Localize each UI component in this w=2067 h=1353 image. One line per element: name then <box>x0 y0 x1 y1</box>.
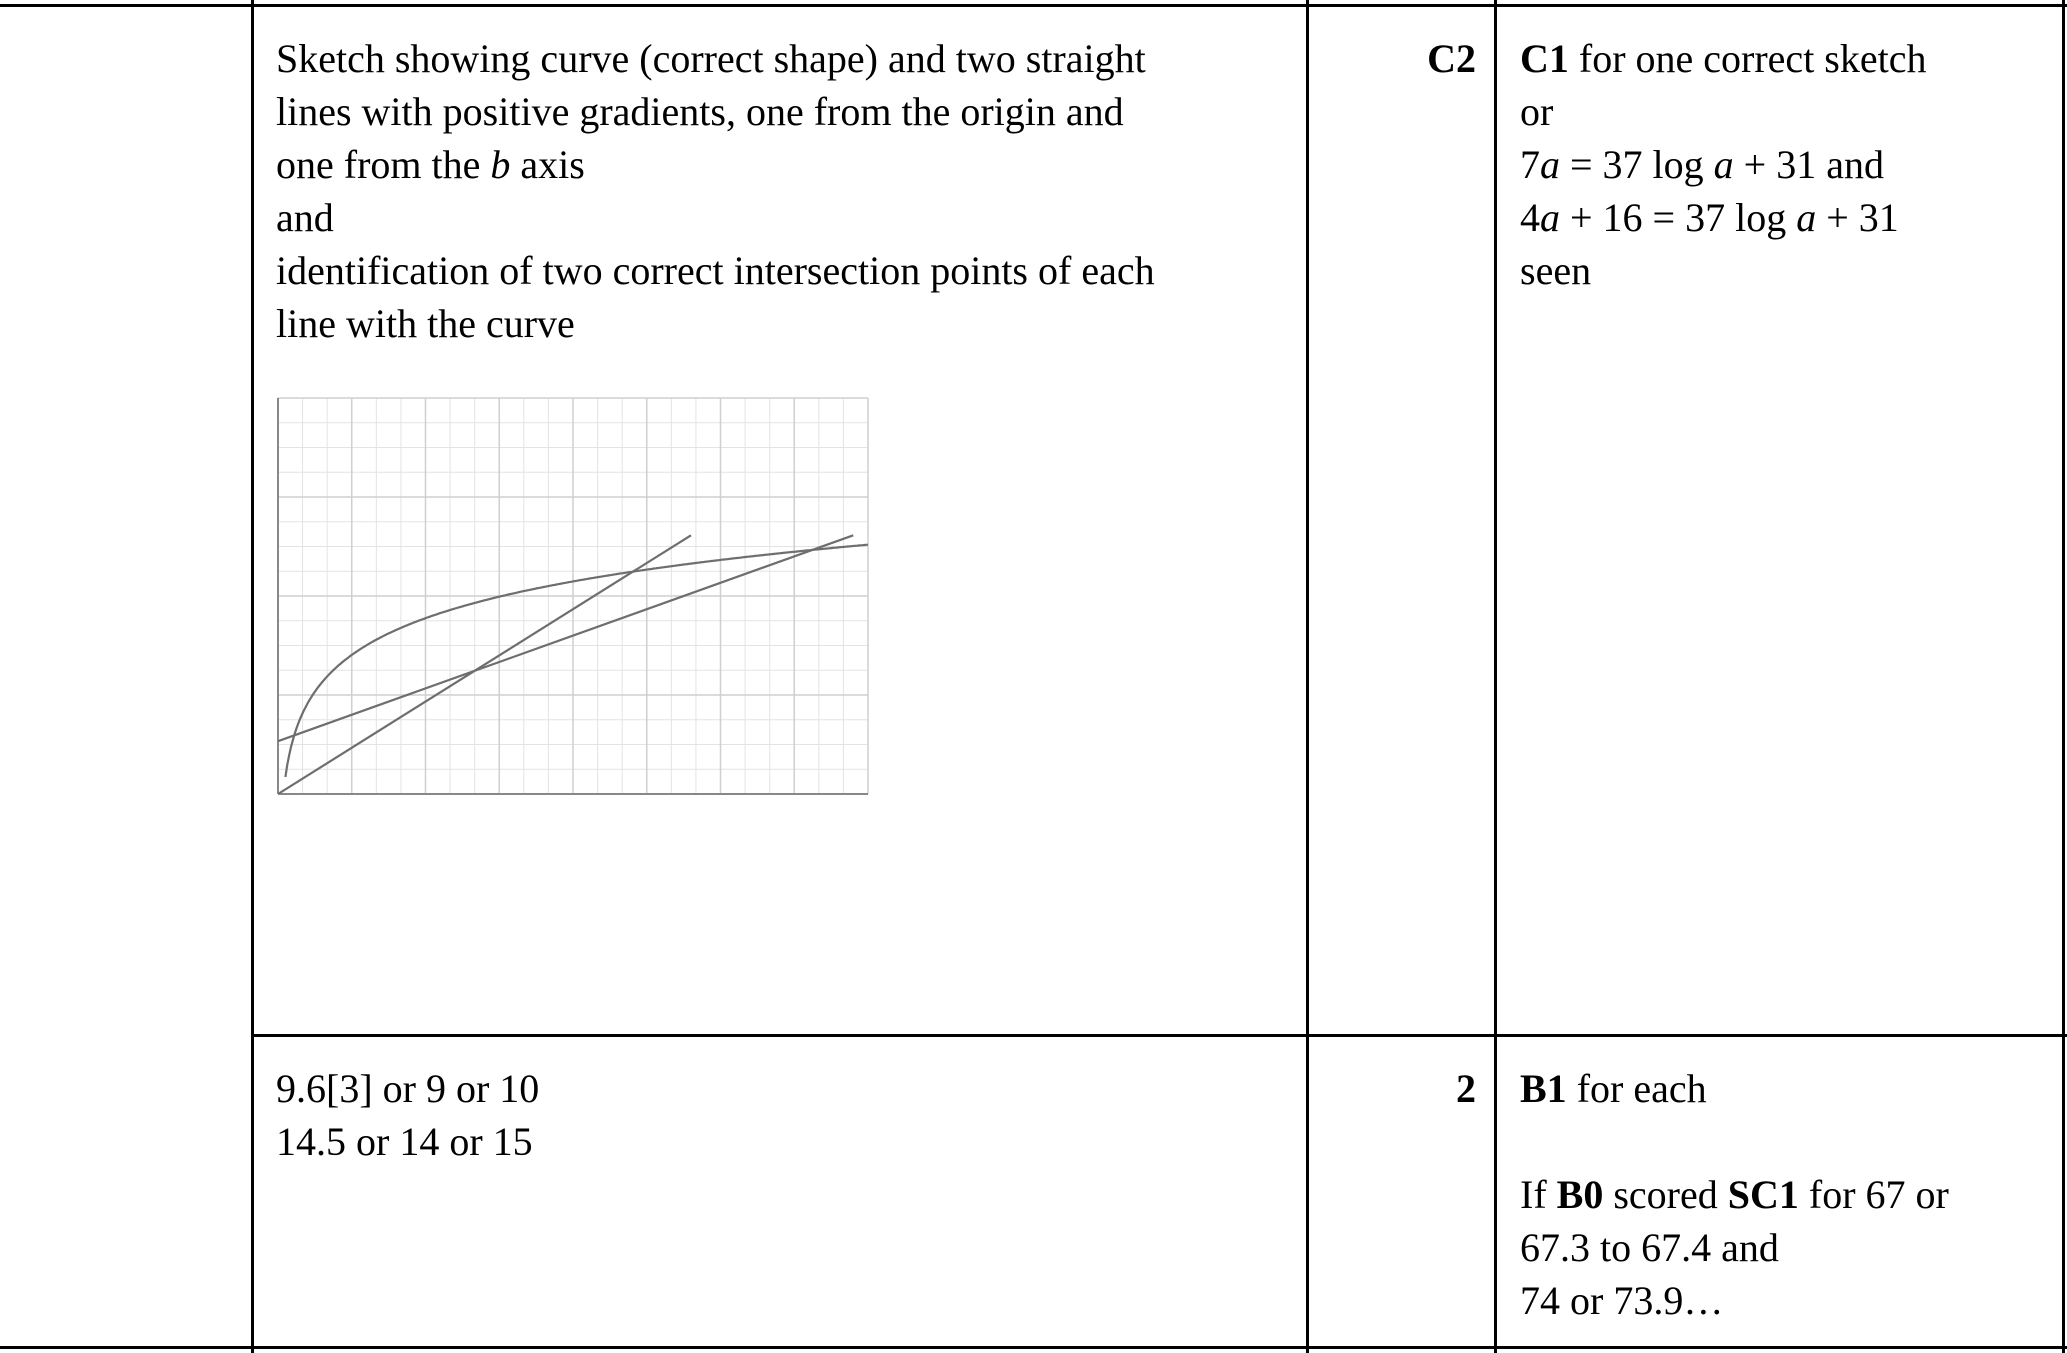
b0-label: B0 <box>1556 1172 1604 1217</box>
guidance-line: 67.3 to 67.4 and <box>1520 1225 1779 1270</box>
guidance-line: seen <box>1520 248 1592 293</box>
guidance-line: B1 for each <box>1520 1066 1707 1111</box>
answer-line: and <box>276 195 334 240</box>
b1-label: B1 <box>1520 1066 1567 1111</box>
answer-line: lines with positive gradients, one from the origin and <box>276 89 1124 134</box>
guidance-line: C1 for one correct sketch <box>1520 36 1927 81</box>
variable-b: b <box>490 142 511 187</box>
answer-line: line with the curve <box>276 301 575 346</box>
column-divider-1 <box>251 0 254 1353</box>
answer-line: 14.5 or 14 or 15 <box>276 1119 533 1164</box>
row2-answer-cell <box>276 1062 1296 1168</box>
equation-2: 4a + 16 = 37 log a + 31 <box>1520 195 1899 240</box>
table-bottom-border <box>0 1346 2067 1349</box>
answer-line: Sketch showing curve (correct shape) and two straight <box>276 36 1146 81</box>
sketch-graph <box>270 390 880 810</box>
row1-mark: C2 <box>1427 36 1476 81</box>
line-from-b-axis <box>278 535 853 741</box>
c1-label: C1 <box>1520 36 1569 81</box>
guidance-line: If B0 scored SC1 for 67 or <box>1520 1172 1949 1217</box>
table-right-border <box>2062 0 2065 1353</box>
row-divider <box>252 1034 2067 1037</box>
column-divider-3 <box>1494 0 1497 1353</box>
curve-log <box>285 545 868 777</box>
row1-answer-cell <box>276 32 1296 350</box>
answer-line: 9.6[3] or 9 or 10 <box>276 1066 540 1111</box>
column-divider-2 <box>1306 0 1309 1353</box>
table-top-border <box>0 4 2067 7</box>
guidance-line: or <box>1520 89 1554 134</box>
answer-line: one from the b axis <box>276 142 585 187</box>
answer-line: identification of two correct intersection points of each <box>276 248 1155 293</box>
row1-guidance-cell <box>1520 32 2050 297</box>
guidance-line: 74 or 73.9… <box>1520 1278 1724 1323</box>
sc1-label: SC1 <box>1727 1172 1799 1217</box>
row2-mark: 2 <box>1456 1066 1476 1111</box>
equation-1: 7a = 37 log a + 31 and <box>1520 142 1884 187</box>
row2-guidance-cell <box>1520 1062 2050 1327</box>
